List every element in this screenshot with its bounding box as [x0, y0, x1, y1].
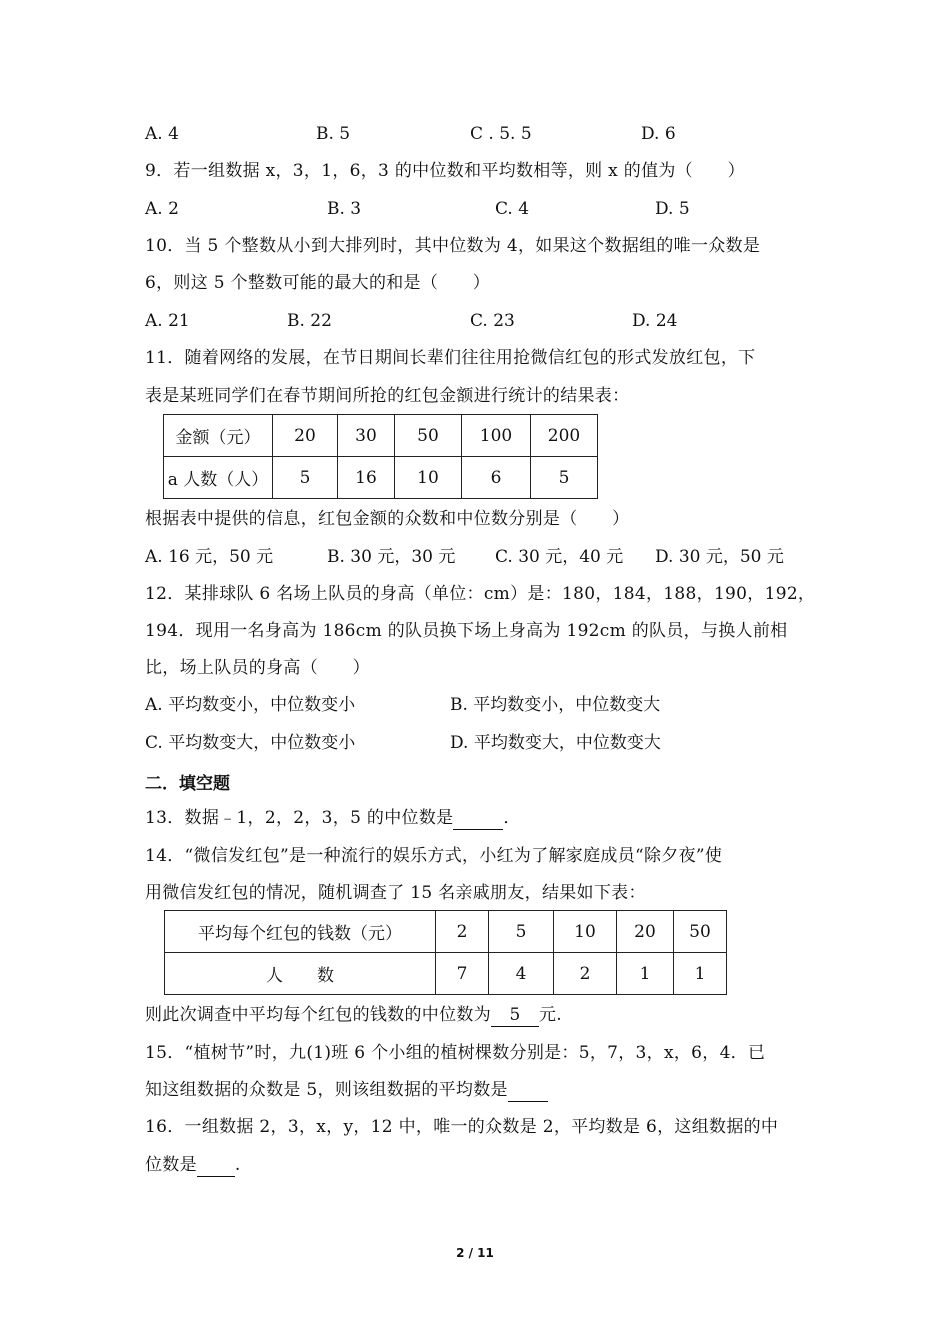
q9-option-c: C. 4 [495, 199, 530, 219]
q14-line-2: 用微信发红包的情况，随机调查了 15 名亲戚朋友，结果如下表： [145, 883, 646, 903]
table-cell: 2 [436, 911, 489, 953]
table-cell: 1 [617, 953, 674, 995]
q10-option-b: B. 22 [287, 311, 332, 331]
table-cell: 4 [489, 953, 554, 995]
q15-line-1: 15．“植树节”时，九(1)班 6 个小组的植树棵数分别是：5，7，3，x，6，4．已 [145, 1043, 766, 1063]
q14-answer-line [145, 1004, 562, 1027]
table-cell: 金额（元） [164, 415, 273, 457]
q10-line-2: 6，则这 5 个整数可能的最大的和是（ ） [145, 273, 491, 293]
table-cell: 100 [462, 415, 531, 457]
q12-option-b: B. 平均数变小，中位数变大 [450, 695, 661, 715]
table-cell: 5 [531, 457, 598, 499]
table-cell: 50 [395, 415, 462, 457]
q11-option-a: A. 16 元，50 元 [145, 547, 274, 567]
q12-line-2: 194．现用一名身高为 186cm 的队员换下场上身高为 192cm 的队员，与换人前相 [145, 621, 788, 641]
table-cell: 人 数 [165, 953, 436, 995]
q11-line-1: 11．随着网络的发展，在节日期间长辈们往往用抢微信红包的形式发放红包，下 [145, 348, 756, 368]
table-cell: 平均每个红包的钱数（元） [165, 911, 436, 953]
q10-option-c: C. 23 [470, 311, 515, 331]
table-cell: 20 [273, 415, 338, 457]
table-cell: 5 [489, 911, 554, 953]
q13 [145, 807, 521, 830]
q11-question: 根据表中提供的信息，红包金额的众数和中位数分别是（ ） [145, 509, 630, 529]
q11-option-c: C. 30 元，40 元 [495, 547, 624, 567]
table-cell: 10 [395, 457, 462, 499]
q12-option-c: C. 平均数变大，中位数变小 [145, 733, 356, 753]
q14-text: 则此次调查中平均每个红包的钱数的中位数为 [145, 1005, 491, 1025]
q9-stem: 9．若一组数据 x，3，1，6，3 的中位数和平均数相等，则 x 的值为（ ） [145, 161, 745, 181]
table-cell: 6 [462, 457, 531, 499]
q11-option-d: D. 30 元，50 元 [655, 547, 784, 567]
answer-blank [197, 1154, 235, 1177]
table-row [165, 911, 727, 953]
table-row [165, 953, 727, 995]
q8-option-c: C . 5. 5 [470, 124, 532, 144]
table-cell: 16 [338, 457, 395, 499]
q15-line-2 [145, 1079, 548, 1102]
q13-text: 13．数据﹣1，2，2，3，5 的中位数是 [145, 808, 454, 828]
q14-table [164, 910, 727, 995]
table-cell: 5 [273, 457, 338, 499]
answer-blank: 5 [491, 1004, 539, 1027]
q12-option-a: A. 平均数变小，中位数变小 [145, 695, 356, 715]
q15-text: 知这组数据的众数是 5，则该组数据的平均数是 [145, 1080, 508, 1100]
table-cell: a 人数（人） [164, 457, 273, 499]
answer-blank [508, 1079, 548, 1102]
q13-end: ． [503, 808, 521, 828]
q11-table [163, 414, 598, 499]
q14-line-1: 14．“微信发红包”是一种流行的娱乐方式，小红为了解家庭成员“除夕夜”使 [145, 846, 723, 866]
q8-option-a: A. 4 [145, 124, 179, 144]
q12-line-1: 12．某排球队 6 名场上队员的身高（单位：cm）是：180，184，188，190，192， [145, 584, 816, 604]
table-cell: 1 [674, 953, 727, 995]
q16-line-2 [145, 1154, 241, 1177]
q8-option-b: B. 5 [316, 124, 351, 144]
q8-option-d: D. 6 [641, 124, 676, 144]
answer-blank [453, 807, 503, 830]
table-cell: 20 [617, 911, 674, 953]
table-row [164, 457, 598, 499]
q16-end: . [234, 1155, 241, 1175]
q10-line-1: 10．当 5 个整数从小到大排列时，其中位数为 4，如果这个数据组的唯一众数是 [145, 236, 761, 256]
q12-line-3: 比，场上队员的身高（ ） [145, 658, 370, 678]
table-row [164, 415, 598, 457]
q12-option-d: D. 平均数变大，中位数变大 [450, 733, 661, 753]
table-cell: 50 [674, 911, 727, 953]
q16-text: 位数是 [145, 1155, 197, 1175]
q14-end: 元. [539, 1005, 563, 1025]
page-number: 2 / 11 [456, 1246, 494, 1260]
table-cell: 200 [531, 415, 598, 457]
section-heading: 二．填空题 [145, 774, 230, 794]
q11-option-b: B. 30 元，30 元 [327, 547, 456, 567]
table-cell: 30 [338, 415, 395, 457]
table-cell: 10 [554, 911, 617, 953]
q9-option-b: B. 3 [327, 199, 362, 219]
table-cell: 2 [554, 953, 617, 995]
q9-option-a: A. 2 [145, 199, 179, 219]
q11-line-2: 表是某班同学们在春节期间所抢的红包金额进行统计的结果表： [145, 386, 630, 406]
q10-option-a: A. 21 [145, 311, 190, 331]
table-cell: 7 [436, 953, 489, 995]
q9-option-d: D. 5 [655, 199, 690, 219]
q16-line-1: 16．一组数据 2，3，x，y，12 中，唯一的众数是 2，平均数是 6，这组数据的中 [145, 1117, 779, 1137]
q10-option-d: D. 24 [632, 311, 678, 331]
